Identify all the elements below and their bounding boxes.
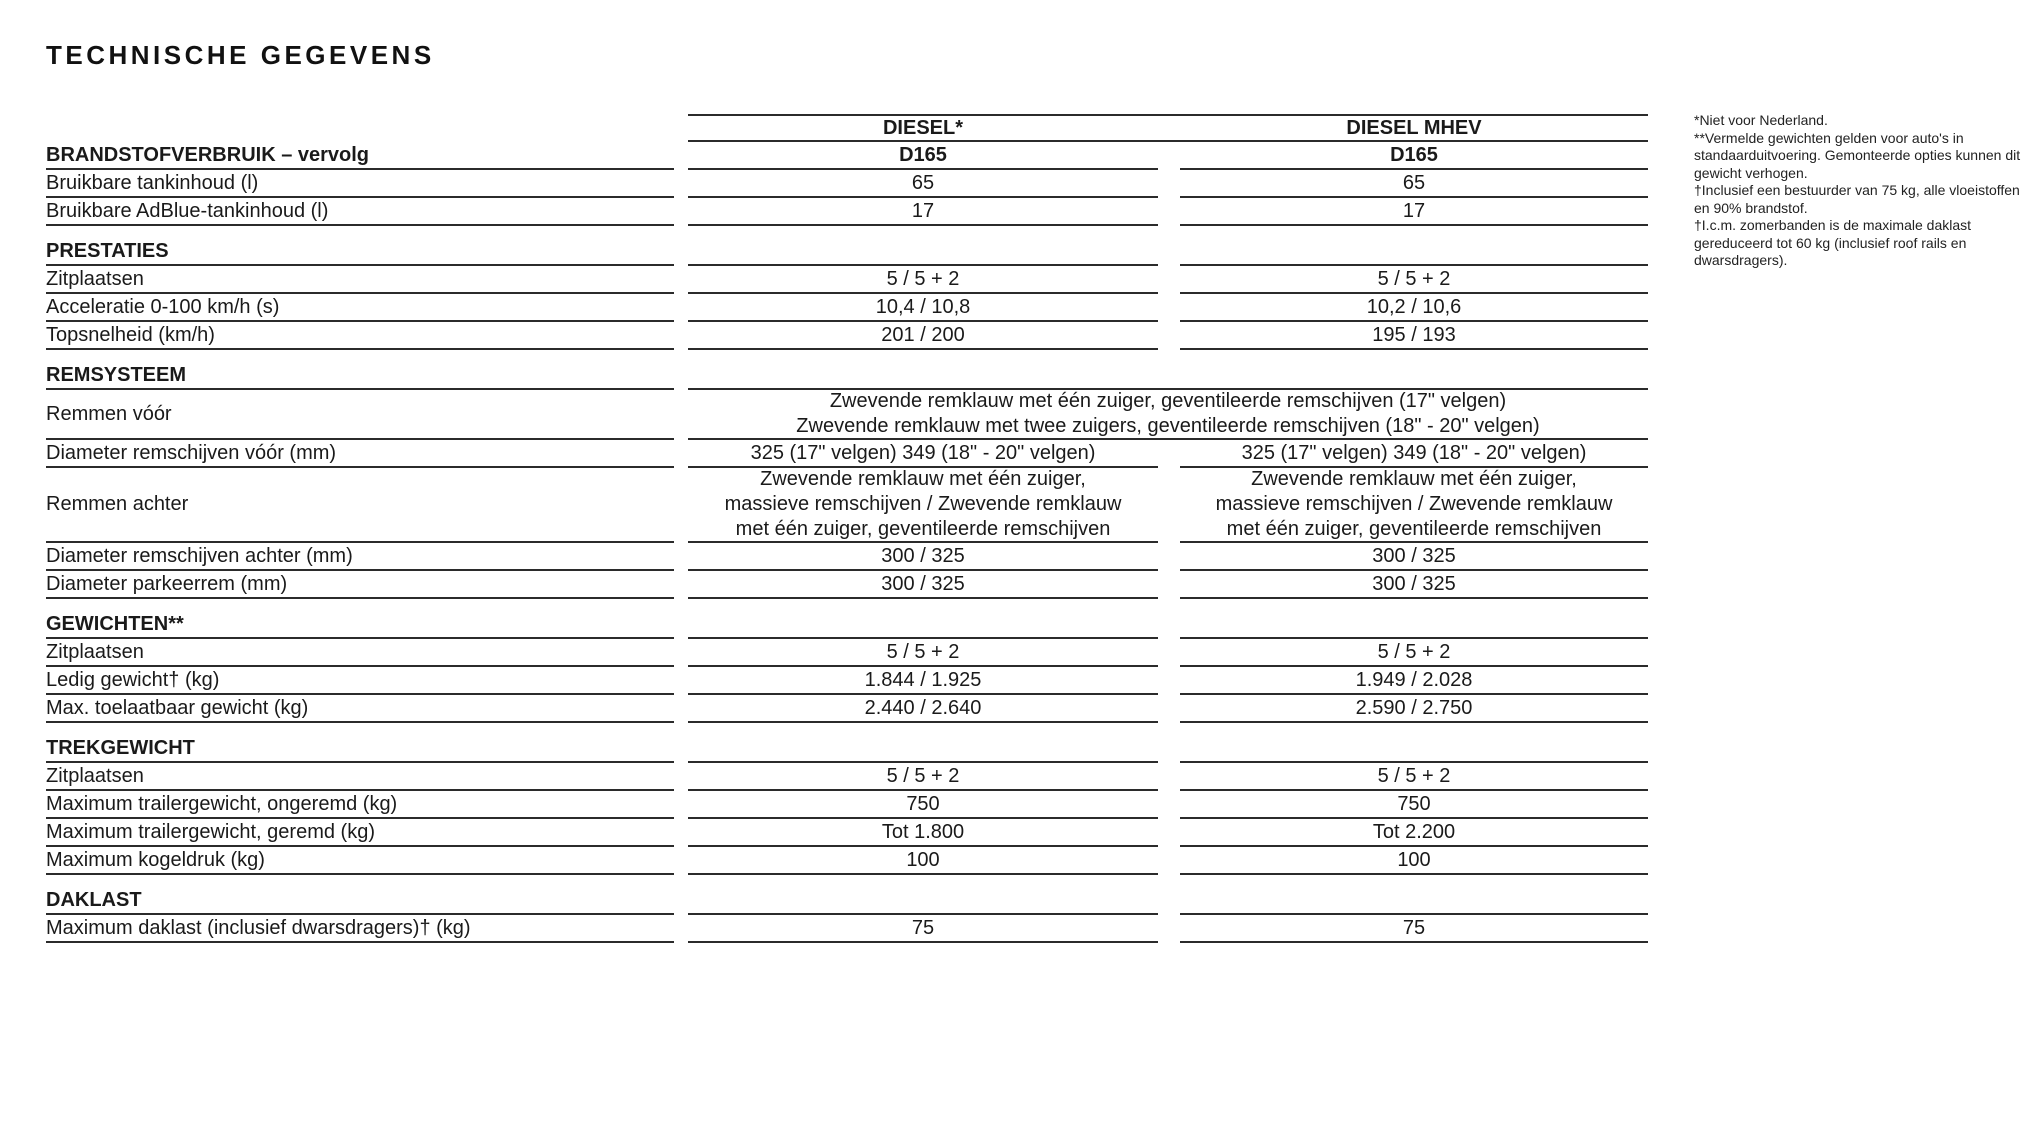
footnotes xyxy=(1694,112,2024,270)
value-mhev: 5 / 5 + 2 xyxy=(1180,639,1648,667)
row-label: Zitplaatsen xyxy=(46,639,674,667)
table-row xyxy=(46,667,1648,695)
value-diesel: 100 xyxy=(688,847,1158,875)
table-row xyxy=(46,571,1648,599)
value-mhev: 300 / 325 xyxy=(1180,543,1648,571)
value-mhev: 195 / 193 xyxy=(1180,322,1648,350)
footnote: **Vermelde gewichten gelden voor auto's in standaarduitvoering. Gemonteerde opties kunnen dit gewicht verhogen. xyxy=(1694,129,2021,181)
row-label: Acceleratie 0-100 km/h (s) xyxy=(46,294,674,322)
table-row xyxy=(46,198,1648,226)
front-brake-line-2: Zwevende remklauw met twee zuigers, geventileerde remschijven (18" - 20" velgen) xyxy=(796,415,1540,437)
rear-brake-line: massieve remschijven / Zwevende remklauw xyxy=(1215,493,1613,515)
section-title-towing: TREKGEWICHT xyxy=(46,735,674,763)
value-mhev: 2.590 / 2.750 xyxy=(1180,695,1648,723)
rear-brake-line: massieve remschijven / Zwevende remklauw xyxy=(724,493,1122,515)
value-diesel: 5 / 5 + 2 xyxy=(688,639,1158,667)
value-mhev: 5 / 5 + 2 xyxy=(1180,763,1648,791)
value-mhev: 100 xyxy=(1180,847,1648,875)
column-header-diesel: DIESEL* xyxy=(882,116,964,139)
value-diesel: 201 / 200 xyxy=(688,322,1158,350)
rear-brake-line: met één zuiger, geventileerde remschijven xyxy=(1226,518,1602,540)
row-label: Maximum kogeldruk (kg) xyxy=(46,847,674,875)
section-header-roof xyxy=(46,887,1648,915)
table-row xyxy=(46,440,1648,468)
table-row xyxy=(46,695,1648,723)
value-mhev xyxy=(1180,468,1648,543)
value-diesel xyxy=(688,468,1158,543)
row-label: Zitplaatsen xyxy=(46,266,674,294)
section-header-fuel xyxy=(46,142,1648,170)
section-header-brakes xyxy=(46,362,1648,390)
value-diesel: 65 xyxy=(688,170,1158,198)
value-shared xyxy=(688,390,1648,440)
section-title-roof: DAKLAST xyxy=(46,887,674,915)
spec-table xyxy=(46,114,1648,943)
value-mhev: 325 (17" velgen) 349 (18" - 20" velgen) xyxy=(1180,440,1648,468)
table-row xyxy=(46,639,1648,667)
table-row xyxy=(46,390,1648,440)
row-label: Maximum daklast (inclusief dwarsdragers)† (kg) xyxy=(46,915,674,943)
row-label: Max. toelaatbaar gewicht (kg) xyxy=(46,695,674,723)
table-row xyxy=(46,847,1648,875)
table-row xyxy=(46,819,1648,847)
row-label: Maximum trailergewicht, geremd (kg) xyxy=(46,819,674,847)
table-row xyxy=(46,763,1648,791)
section-title-performance: PRESTATIES xyxy=(46,238,674,266)
value-mhev: 1.949 / 2.028 xyxy=(1180,667,1648,695)
section-title-brakes: REMSYSTEEM xyxy=(46,362,674,390)
row-label: Remmen vóór xyxy=(46,390,674,440)
table-row xyxy=(46,468,1648,543)
value-diesel: 10,4 / 10,8 xyxy=(688,294,1158,322)
row-label: Zitplaatsen xyxy=(46,763,674,791)
value-diesel: 300 / 325 xyxy=(688,543,1158,571)
row-label: Bruikbare AdBlue-tankinhoud (l) xyxy=(46,198,674,226)
value-mhev: Tot 2.200 xyxy=(1180,819,1648,847)
section-spacer xyxy=(688,611,1158,639)
section-title-fuel: BRANDSTOFVERBRUIK – vervolg xyxy=(46,142,674,170)
page-title: TECHNISCHE GEGEVENS xyxy=(46,40,435,70)
value-mhev: 10,2 / 10,6 xyxy=(1180,294,1648,322)
table-row xyxy=(46,266,1648,294)
table-row xyxy=(46,791,1648,819)
column-header-row xyxy=(46,114,1648,142)
row-label: Maximum trailergewicht, ongeremd (kg) xyxy=(46,791,674,819)
value-diesel: 2.440 / 2.640 xyxy=(688,695,1158,723)
row-label: Topsnelheid (km/h) xyxy=(46,322,674,350)
section-spacer xyxy=(688,362,1648,390)
value-diesel: 17 xyxy=(688,198,1158,226)
section-spacer xyxy=(1180,887,1648,915)
value-mhev: 300 / 325 xyxy=(1180,571,1648,599)
table-row xyxy=(46,170,1648,198)
row-label: Diameter remschijven achter (mm) xyxy=(46,543,674,571)
value-diesel: 5 / 5 + 2 xyxy=(688,266,1158,294)
footnote: *Niet voor Nederland. xyxy=(1694,112,1828,128)
section-spacer xyxy=(1180,611,1648,639)
section-header-weights xyxy=(46,611,1648,639)
table-row xyxy=(46,915,1648,943)
footnote: †Inclusief een bestuurder van 75 kg, alle vloeistoffen en 90% brandstof. xyxy=(1694,182,2020,216)
front-brake-line-1: Zwevende remklauw met één zuiger, geventileerde remschijven (17" velgen) xyxy=(829,390,1507,412)
value-mhev: 17 xyxy=(1180,198,1648,226)
row-label: Bruikbare tankinhoud (l) xyxy=(46,170,674,198)
section-title-weights: GEWICHTEN** xyxy=(46,611,674,639)
rear-brake-line: met één zuiger, geventileerde remschijven xyxy=(735,518,1111,540)
engine-diesel: D165 xyxy=(688,142,1158,170)
section-spacer xyxy=(688,887,1158,915)
value-diesel: 300 / 325 xyxy=(688,571,1158,599)
section-spacer xyxy=(1180,238,1648,266)
footnote: †I.c.m. zomerbanden is de maximale daklast gereduceerd tot 60 kg (inclusief roof rails en dwarsdragers). xyxy=(1694,217,1972,268)
rear-brake-line: Zwevende remklauw met één zuiger, xyxy=(760,468,1086,490)
engine-mhev: D165 xyxy=(1180,142,1648,170)
value-mhev: 750 xyxy=(1180,791,1648,819)
value-diesel: 325 (17" velgen) 349 (18" - 20" velgen) xyxy=(688,440,1158,468)
rear-brake-line: Zwevende remklauw met één zuiger, xyxy=(1251,468,1577,490)
column-header-mhev: DIESEL MHEV xyxy=(1346,116,1482,139)
value-diesel: 1.844 / 1.925 xyxy=(688,667,1158,695)
table-row xyxy=(46,294,1648,322)
value-mhev: 75 xyxy=(1180,915,1648,943)
value-mhev: 65 xyxy=(1180,170,1648,198)
table-row xyxy=(46,543,1648,571)
value-diesel: 750 xyxy=(688,791,1158,819)
section-spacer xyxy=(688,238,1158,266)
section-spacer xyxy=(1180,735,1648,763)
section-header-performance xyxy=(46,238,1648,266)
row-label: Remmen achter xyxy=(46,468,674,543)
row-label: Ledig gewicht† (kg) xyxy=(46,667,674,695)
row-label: Diameter parkeerrem (mm) xyxy=(46,571,674,599)
value-mhev: 5 / 5 + 2 xyxy=(1180,266,1648,294)
value-diesel: 75 xyxy=(688,915,1158,943)
section-spacer xyxy=(688,735,1158,763)
section-header-towing xyxy=(46,735,1648,763)
value-diesel: 5 / 5 + 2 xyxy=(688,763,1158,791)
table-row xyxy=(46,322,1648,350)
row-label: Diameter remschijven vóór (mm) xyxy=(46,440,674,468)
value-diesel: Tot 1.800 xyxy=(688,819,1158,847)
